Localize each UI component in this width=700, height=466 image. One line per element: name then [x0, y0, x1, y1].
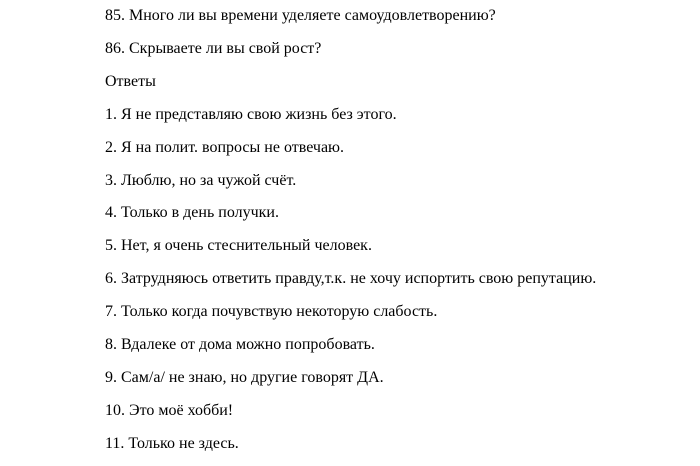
answers-heading: Ответы [105, 73, 156, 90]
answer-7: 7. Только когда почувствую некоторую слабость. [105, 303, 438, 320]
question-85: 85. Много ли вы времени уделяете самоудовлетворению? [105, 7, 496, 24]
answer-5: 5. Нет, я очень стеснительный человек. [105, 237, 372, 254]
answer-8: 8. Вдалеке от дома можно попробовать. [105, 336, 375, 353]
answer-4: 4. Только в день получки. [105, 204, 279, 221]
answer-9: 9. Сам/а/ не знаю, но другие говорят ДА. [105, 369, 384, 386]
answer-10: 10. Это моё хобби! [105, 402, 234, 419]
answer-1: 1. Я не представляю свою жизнь без этого. [105, 106, 397, 123]
answer-11: 11. Только не здесь. [105, 435, 239, 452]
answer-6: 6. Затрудняюсь ответить правду,т.к. не хочу испортить свою репутацию. [105, 270, 597, 287]
question-86: 86. Скрываете ли вы свой рост? [105, 40, 322, 57]
answer-3: 3. Люблю, но за чужой счёт. [105, 172, 297, 189]
answer-2: 2. Я на полит. вопросы не отвечаю. [105, 139, 344, 156]
